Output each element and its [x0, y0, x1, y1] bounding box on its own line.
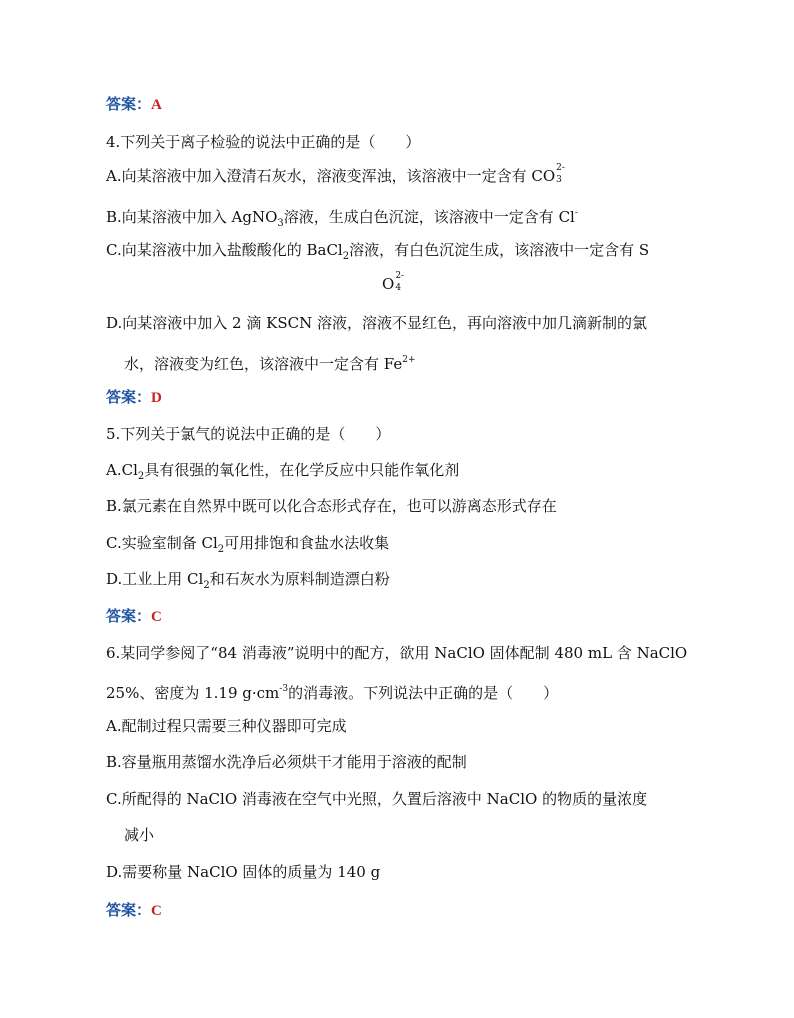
carbonate-charge: [555, 163, 569, 186]
option-a-text-post: 具有很强的氧化性，在化学反应中只能作氧化剂: [144, 461, 460, 479]
subscript: 4: [395, 283, 402, 293]
answer-letter: C: [151, 903, 162, 919]
stem-text-pre: 25%、密度为 1.19 g·cm: [106, 684, 280, 702]
question-6-stem-line2: [106, 679, 558, 703]
option-a-text: A.向某溶液中加入澄清石灰水，溶液变浑浊，该溶液中一定含有 CO: [106, 167, 556, 185]
option-d-text-post: 和石灰水为原料制造漂白粉: [209, 570, 390, 588]
question-5-option-d: [106, 569, 390, 596]
sulfate-charge: [394, 271, 408, 294]
option-d-text: 水，溶液变为红色，该溶液中一定含有 Fe: [124, 355, 403, 373]
answer-label: 答案：: [106, 95, 152, 113]
question-5-option-b: B.氯元素在自然界中既可以化合态形式存在，也可以游离态形式存在: [106, 497, 557, 515]
option-d-text-pre: D.工业上用 Cl: [106, 570, 204, 588]
answer-q3: [106, 94, 162, 115]
subscript: 2: [137, 471, 145, 482]
superscript: -3: [279, 684, 289, 694]
answer-letter: A: [151, 97, 162, 113]
superscript: 2+: [402, 355, 416, 365]
superscript: -: [574, 208, 578, 218]
sulfate-o: O: [382, 275, 395, 293]
question-4-option-c-continuation: [382, 271, 408, 294]
answer-q6: [106, 900, 162, 921]
question-5-option-c: [106, 533, 389, 560]
question-4-option-b: [106, 203, 578, 234]
subscript: 2: [203, 580, 210, 591]
question-6-option-d: D.需要称量 NaClO 固体的质量为 140 g: [106, 863, 381, 881]
option-a-text-pre: A.Cl: [106, 461, 138, 479]
answer-q5: [106, 606, 162, 627]
option-c-text-pre: C.实验室制备 Cl: [106, 534, 218, 552]
option-c-text-pre: C.向某溶液中加入盐酸酸化的 BaCl: [106, 241, 343, 259]
answer-q4: [106, 387, 162, 408]
question-6-option-a: A.配制过程只需要三种仪器即可完成: [106, 717, 347, 735]
question-4-stem: 4.下列关于离子检验的说法中正确的是（ ）: [106, 133, 421, 151]
answer-letter: D: [151, 390, 162, 406]
answer-label: 答案：: [106, 607, 152, 625]
charge-superscript: 2-: [395, 271, 405, 281]
question-4-option-d-line2: [124, 350, 416, 374]
question-6-stem-line1: 6.某同学参阅了“84 消毒液”说明中的配方，欲用 NaClO 固体配制 480 mL 含 NaClO: [106, 644, 688, 662]
answer-letter: C: [151, 609, 162, 625]
charge-superscript: 2-: [556, 163, 565, 173]
question-6-option-b: B.容量瓶用蒸馏水洗净后必须烘干才能用于溶液的配制: [106, 753, 467, 771]
option-c-text-post: 可用排饱和食盐水法收集: [224, 534, 390, 552]
question-6-option-c-line1: C.所配得的 NaClO 消毒液在空气中光照，久置后溶液中 NaClO 的物质的量浓度: [106, 790, 648, 808]
answer-label: 答案：: [106, 901, 152, 919]
subscript: 3: [556, 175, 562, 185]
question-4-option-d-line1: D.向某溶液中加入 2 滴 KSCN 溶液，溶液不显红色，再向溶液中加几滴新制的氯: [106, 314, 647, 332]
question-4-option-a: [106, 163, 569, 186]
question-6-option-c-line2: 减小: [124, 826, 155, 844]
question-4-option-c: [106, 240, 649, 267]
subscript: 3: [277, 218, 284, 229]
option-c-text-post: 溶液，有白色沉淀生成，该溶液中一定含有 S: [349, 241, 650, 259]
subscript: 2: [217, 544, 225, 555]
question-5-option-a: [106, 460, 459, 487]
subscript: 2: [342, 251, 350, 262]
question-5-stem: 5.下列关于氯气的说法中正确的是（ ）: [106, 425, 391, 443]
option-b-text-pre: B.向某溶液中加入 AgNO: [106, 208, 278, 226]
option-b-text-post: 溶液，生成白色沉淀，该溶液中一定含有 Cl: [283, 208, 575, 226]
answer-label: 答案：: [106, 388, 152, 406]
stem-text-post: 的消毒液。下列说法中正确的是（ ）: [288, 684, 559, 702]
